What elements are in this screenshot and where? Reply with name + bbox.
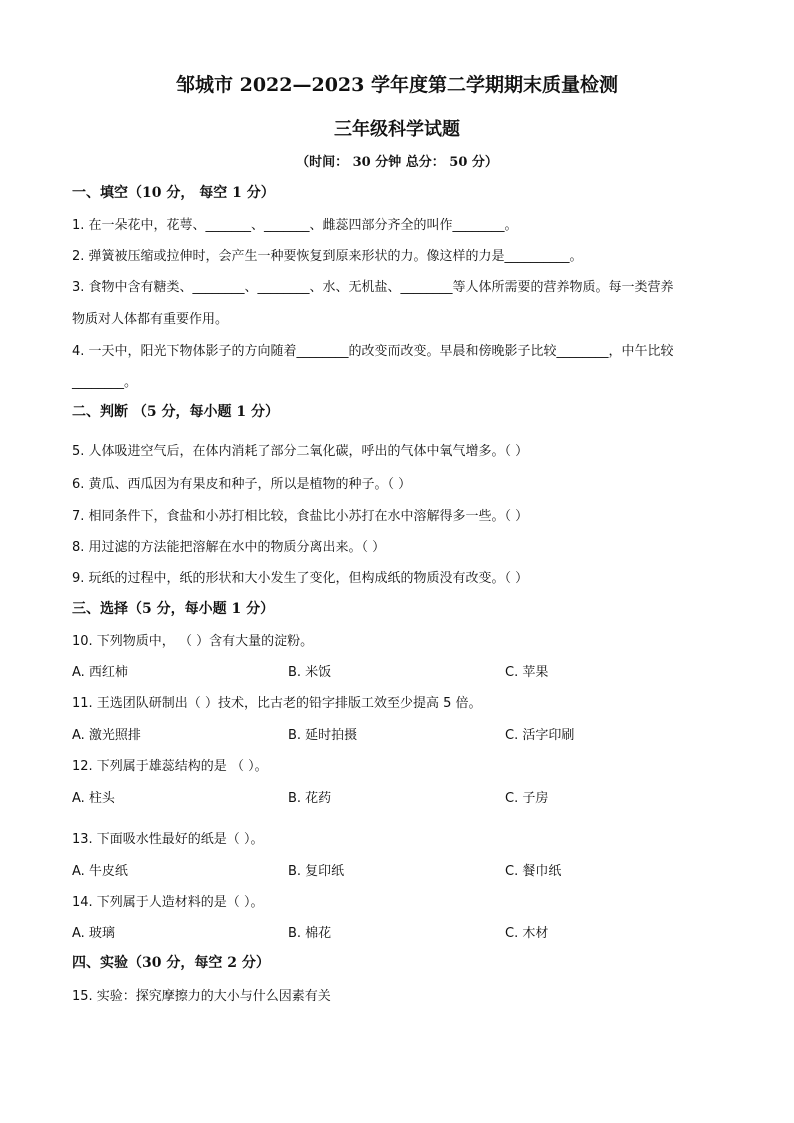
option-14-c: C. 木材	[505, 926, 549, 941]
question-6: 6. 黄瓜、西瓜因为有果皮和种子，所以是植物的种子。（ ）	[72, 477, 412, 492]
question-9: 9. 玩纸的过程中，纸的形状和大小发生了变化，但构成纸的物质没有改变。（ ）	[72, 571, 529, 586]
question-7: 7. 相同条件下，食盐和小苏打相比较，食盐比小苏打在水中溶解得多一些。（ ）	[72, 509, 529, 524]
question-15: 15. 实验：探究摩擦力的大小与什么因素有关	[72, 989, 331, 1004]
option-13-c: C. 餐巾纸	[505, 864, 562, 879]
question-13: 13. 下面吸水性最好的纸是（ ）。	[72, 832, 264, 847]
question-2: 2. 弹簧被压缩或拉伸时，会产生一种要恢复到原来形状的力。像这样的力是__________。	[72, 249, 583, 264]
option-10-b: B. 米饭	[288, 665, 332, 680]
option-12-c: C. 子房	[505, 791, 549, 806]
question-12: 12. 下列属于雄蕊结构的是 （ ）。	[72, 759, 268, 774]
exam-title: 邹城市 2022—2023 学年度第二学期期末质量检测	[176, 74, 618, 96]
option-14-a: A. 玻璃	[72, 926, 115, 941]
option-11-b: B. 延时拍摄	[288, 728, 358, 743]
question-3-line-1: 3. 食物中含有糖类、________、________、水、无机盐、________等人体所需要的营养物质。每一类营养	[72, 280, 674, 295]
section-experiment-heading: 四、实验（30 分，每空 2 分）	[72, 955, 270, 971]
option-14-b: B. 棉花	[288, 926, 332, 941]
option-12-a: A. 柱头	[72, 791, 115, 806]
question-5: 5. 人体吸进空气后，在体内消耗了部分二氧化碳，呼出的气体中氧气增多。（ ）	[72, 444, 529, 459]
option-12-b: B. 花药	[288, 791, 332, 806]
option-10-a: A. 西红柿	[72, 665, 128, 680]
question-1: 1. 在一朵花中，花萼、_______、_______、雌蕊四部分齐全的叫作________。	[72, 218, 518, 233]
section-judge-heading: 二、判断 （5 分，每小题 1 分）	[72, 404, 279, 420]
question-10: 10. 下列物质中， （ ）含有大量的淀粉。	[72, 634, 314, 649]
question-8: 8. 用过滤的方法能把溶解在水中的物质分离出来。（ ）	[72, 540, 386, 555]
option-11-c: C. 活字印刷	[505, 728, 575, 743]
exam-subtitle: 三年级科学试题	[334, 119, 460, 140]
question-11: 11. 王选团队研制出（ ）技术，比古老的铅字排版工效至少提高 5 倍。	[72, 696, 482, 711]
question-4-line-2: ________。	[72, 375, 138, 390]
question-3-line-2: 物质对人体都有重要作用。	[72, 312, 229, 327]
section-choice-heading: 三、选择（5 分，每小题 1 分）	[72, 601, 275, 617]
section-fill-heading: 一、填空（10 分， 每空 1 分）	[72, 185, 275, 201]
option-11-a: A. 激光照排	[72, 728, 141, 743]
option-10-c: C. 苹果	[505, 665, 549, 680]
option-13-b: B. 复印纸	[288, 864, 345, 879]
exam-info: （时间： 30 分钟 总分： 50 分）	[296, 155, 498, 170]
option-13-a: A. 牛皮纸	[72, 864, 128, 879]
question-4-line-1: 4. 一天中，阳光下物体影子的方向随着________的改变而改变。早晨和傍晚影子比较________，中午比较	[72, 344, 674, 359]
question-14: 14. 下列属于人造材料的是（ ）。	[72, 895, 264, 910]
